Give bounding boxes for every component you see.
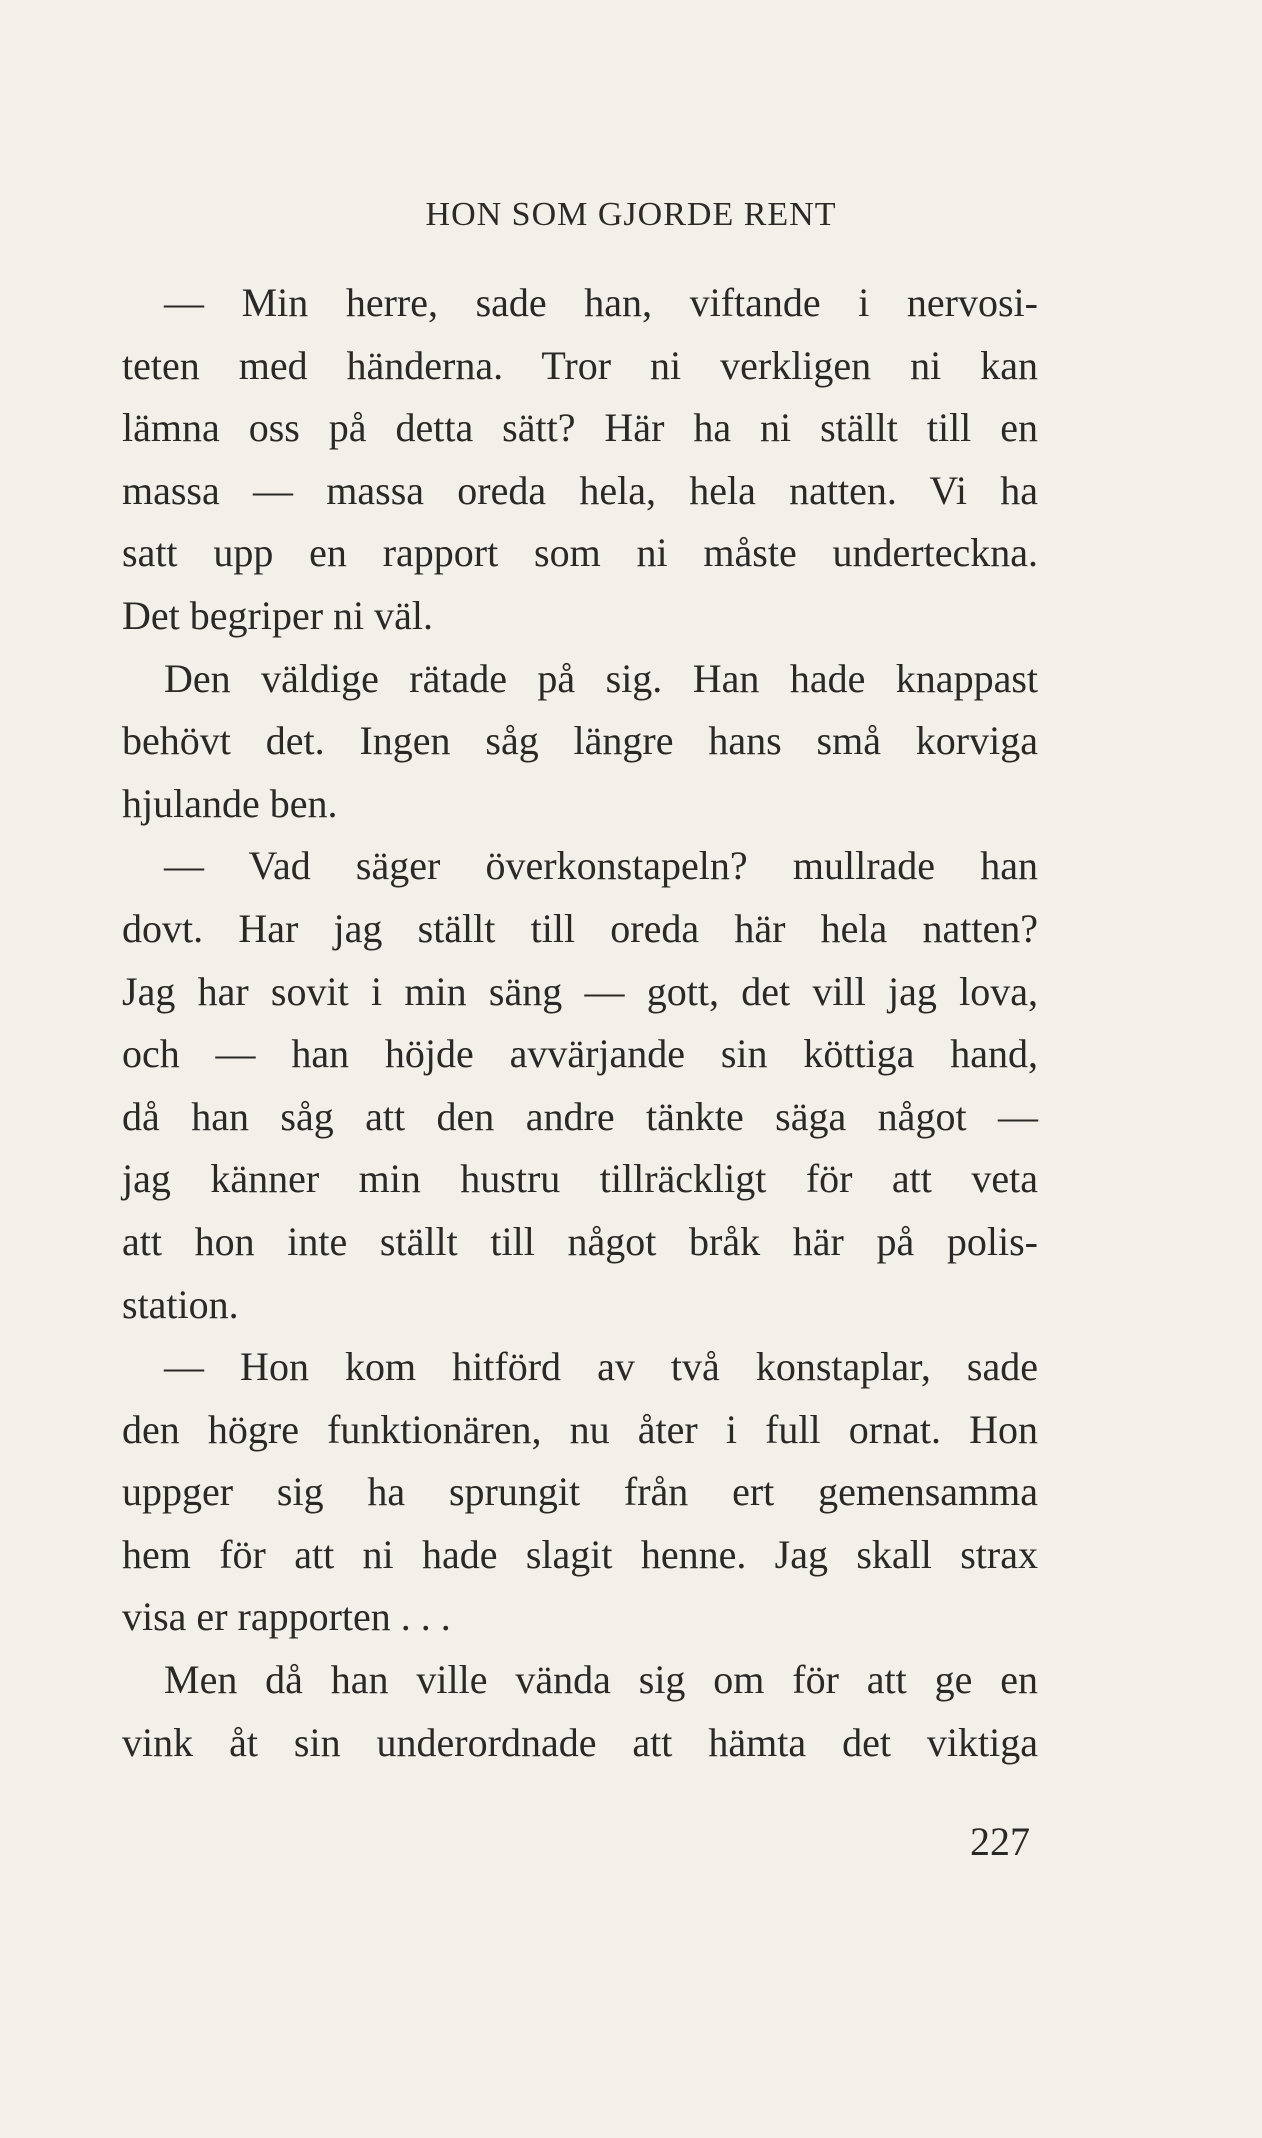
- text-line: — Min herre, sade han, viftande i nervosi-: [164, 280, 1038, 325]
- text-line: den högre funktionären, nu åter i full ornat. Hon: [122, 1406, 1038, 1452]
- text-line: Den väldige rätade på sig. Han hade knappast: [164, 655, 1038, 701]
- text-line: lämna oss på detta sätt? Här ha ni ställt till en: [122, 405, 1038, 451]
- text-line: dovt. Har jag ställt till oreda här hela natten?: [122, 905, 1038, 951]
- text-line: satt upp en rapport som ni måste underteckna.: [122, 530, 1038, 576]
- text-line: station.: [122, 1281, 239, 1327]
- text-line: massa — massa oreda hela, hela natten. Vi ha: [122, 467, 1038, 513]
- text-line: Jag har sovit i min säng — gott, det vill jag lova,: [122, 968, 1038, 1014]
- text-line: teten med händerna. Tror ni verkligen ni kan: [122, 342, 1038, 388]
- text-line: uppger sig ha sprungit från ert gemensamma: [122, 1469, 1038, 1515]
- text-line: vink åt sin underordnade att hämta det viktiga: [122, 1719, 1038, 1765]
- text-line: då han såg att den andre tänkte säga något —: [122, 1093, 1038, 1139]
- text-line: hem för att ni hade slagit henne. Jag skall strax: [122, 1531, 1038, 1577]
- text-line: att hon inte ställt till något bråk här på polis-: [122, 1218, 1038, 1264]
- text-line: behövt det. Ingen såg längre hans små korviga: [122, 718, 1038, 764]
- text-line: Det begriper ni väl.: [122, 592, 433, 638]
- running-head: HON SOM GJORDE RENT: [425, 196, 837, 233]
- text-line: och — han höjde avvärjande sin köttiga hand,: [122, 1031, 1038, 1077]
- page-number: 227: [970, 1819, 1030, 1864]
- text-line: visa er rapporten . . .: [122, 1594, 451, 1640]
- text-line: — Hon kom hitförd av två konstaplar, sade: [164, 1344, 1038, 1390]
- text-line: hjulande ben.: [122, 780, 338, 826]
- text-line: jag känner min hustru tillräckligt för att veta: [122, 1156, 1038, 1202]
- text-line: — Vad säger överkonstapeln? mullrade han: [164, 843, 1038, 889]
- text-line: Men då han ville vända sig om för att ge en: [164, 1657, 1038, 1703]
- body-text: [122, 272, 1038, 1774]
